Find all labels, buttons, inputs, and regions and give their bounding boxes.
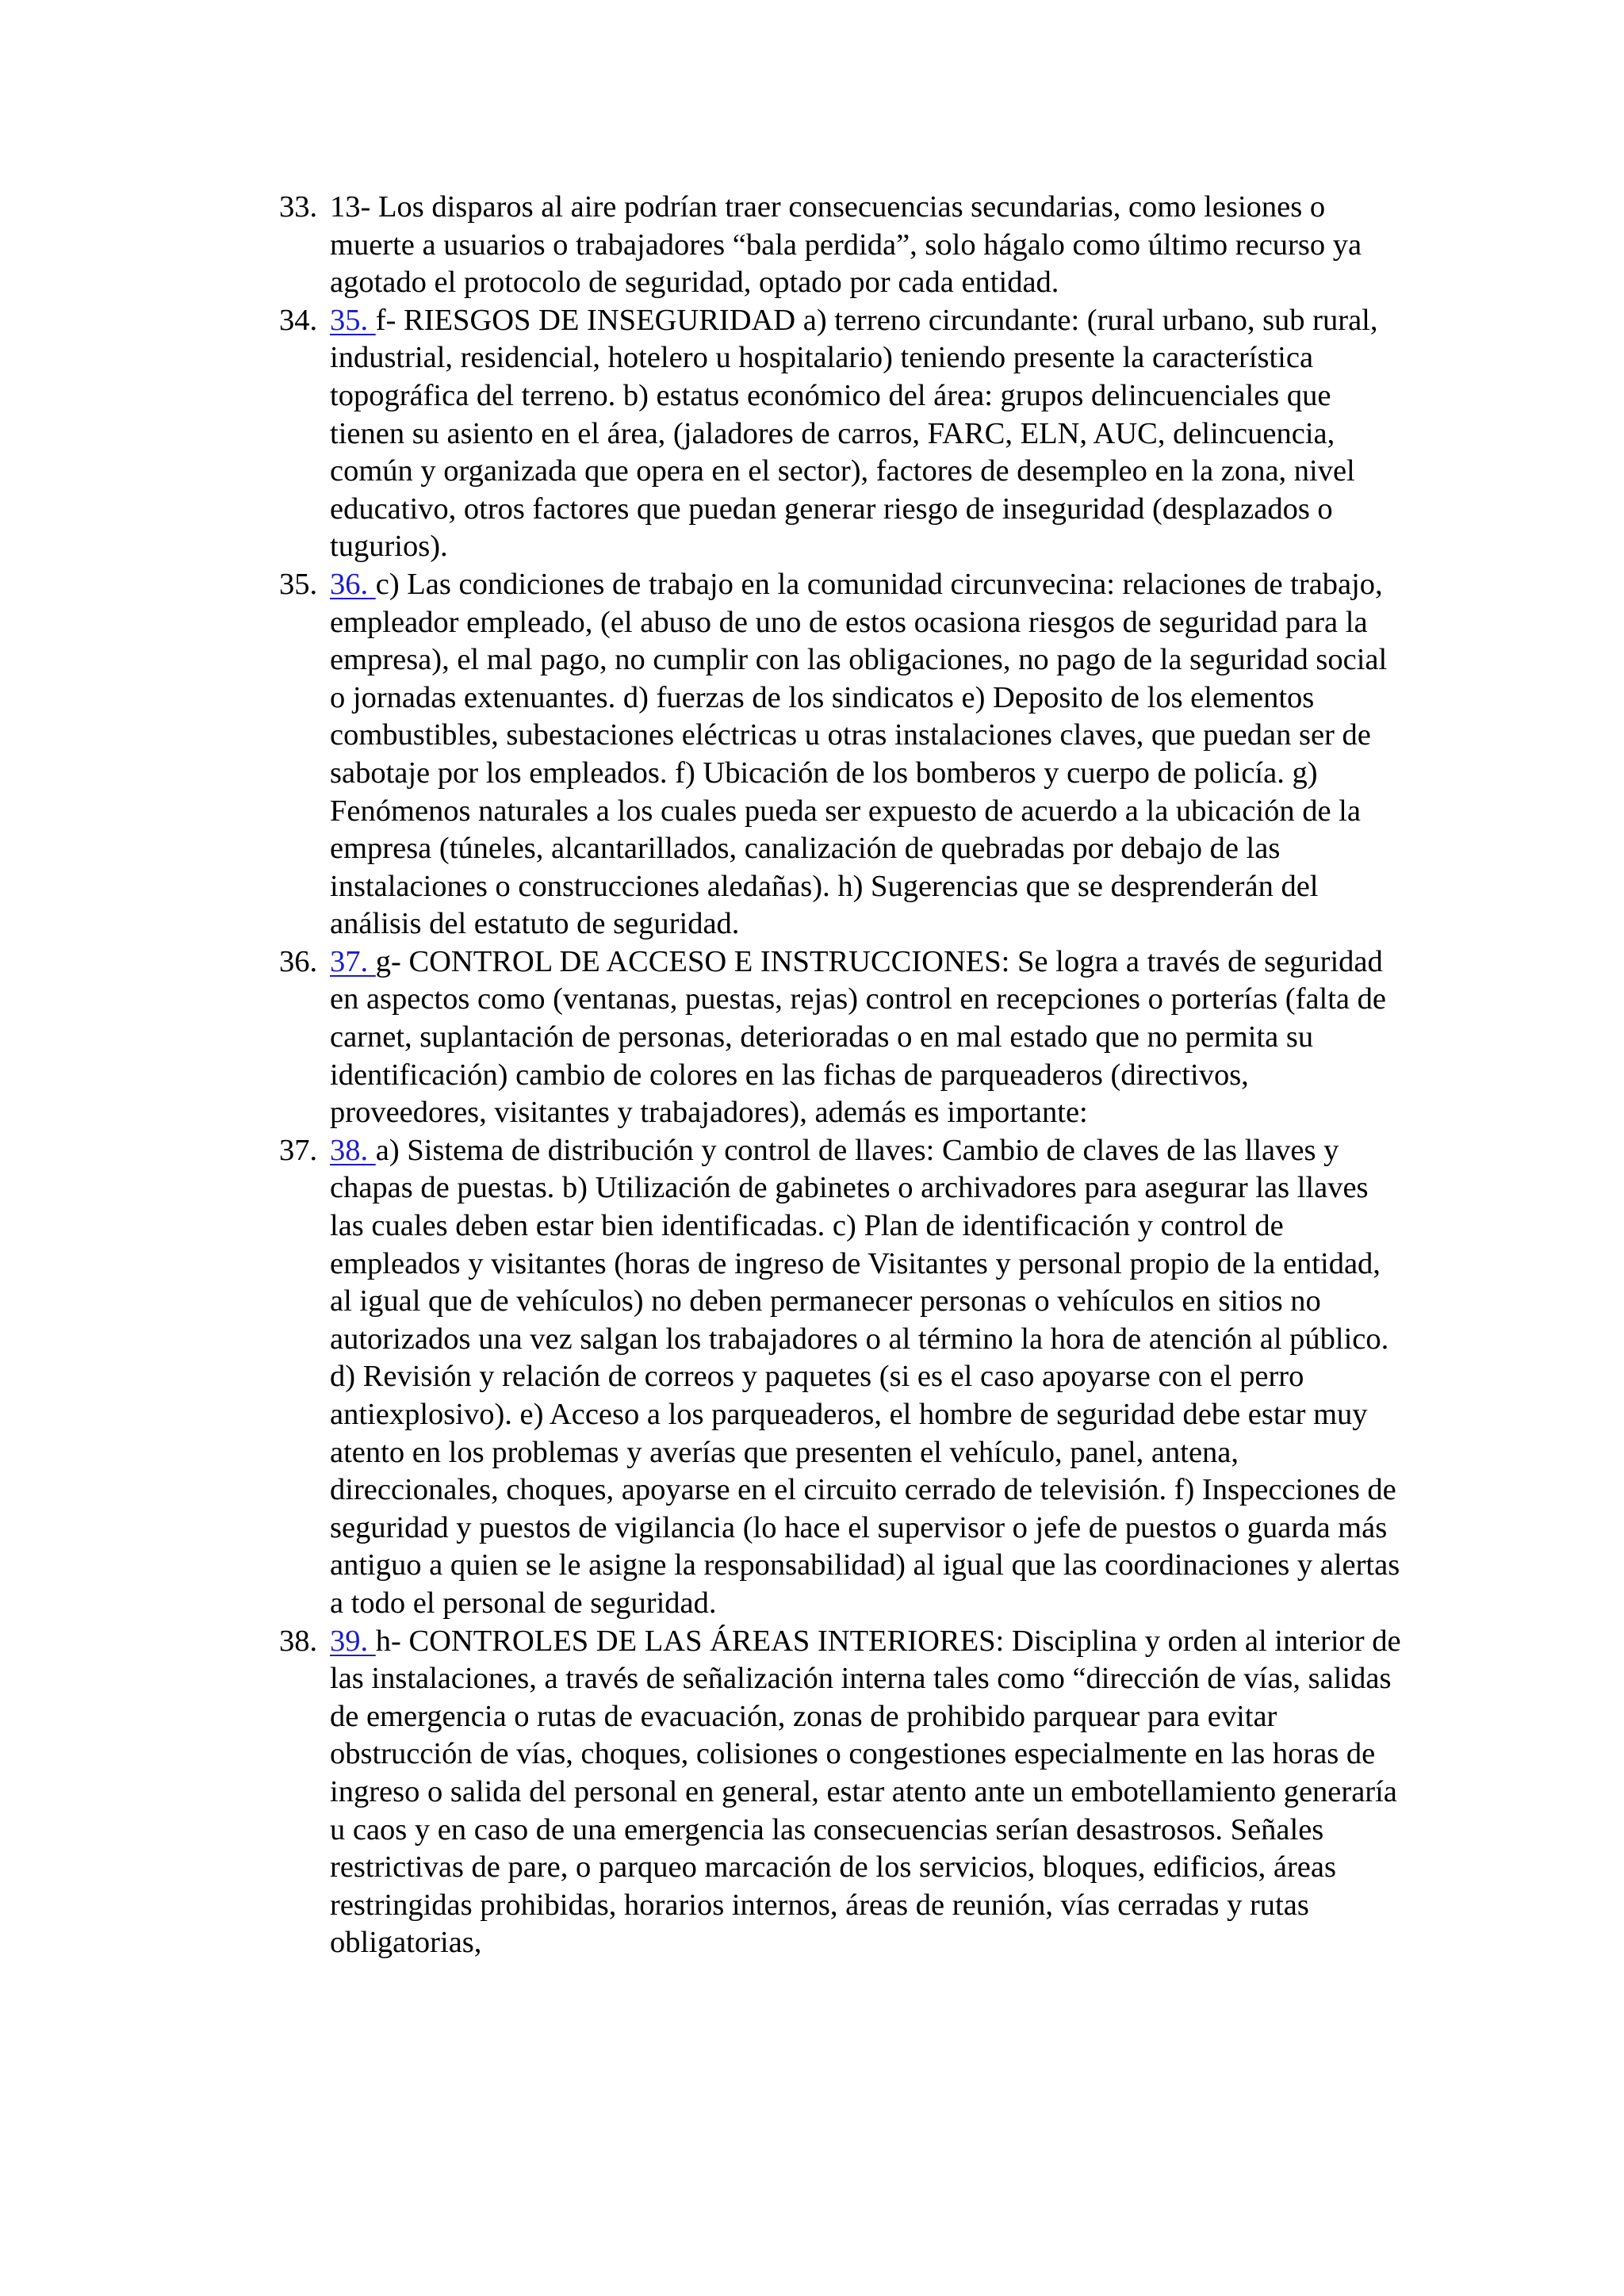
item-number: 36.	[279, 944, 318, 978]
reference-link-36[interactable]: 36.	[330, 567, 376, 601]
list-item-37	[279, 1132, 1405, 1623]
item-body: h- CONTROLES DE LAS ÁREAS INTERIORES: Disciplina y orden al interior de las instalaciones, a través de señalización interna tales como “dirección de vías, salidas de emergencia o rutas de evacuación, zonas de prohibido parquear para evitar obstrucción de vías, choques, colisiones o congestiones especialmente en las horas de ingreso o salida del personal en general, estar atento ante un embotellamiento generaría u caos y en caso de una emergencia las consecuencias serían desastrosos. Señales restrictivas de pare, o parqueo marcación de los servicios, bloques, edificios, áreas restringidas prohibidas, horarios internos, áreas de reunión, vías cerradas y rutas obligatorias,	[330, 1624, 1401, 1960]
item-number: 33.	[279, 190, 318, 224]
item-body: c) Las condiciones de trabajo en la comunidad circunvecina: relaciones de trabajo, empleador empleado, (el abuso de uno de estos ocasiona riesgos de seguridad para la empresa), el mal pago, no cumplir con las obligaciones, no pago de la seguridad social o jornadas extenuantes. d) fuerzas de los sindicatos e) Deposito de los elementos combustibles, subestaciones eléctricas u otras instalaciones claves, que puedan ser de sabotaje por los empleados. f) Ubicación de los bomberos y cuerpo de policía. g) Fenómenos naturales a los cuales pueda ser expuesto de acuerdo a la ubicación de la empresa (túneles, alcantarillados, canalización de quebradas por debajo de las instalaciones o construcciones aledañas). h) Sugerencias que se desprenderán del análisis del estatuto de seguridad.	[330, 567, 1388, 941]
item-number: 35.	[279, 567, 318, 601]
list-item-33	[279, 189, 1405, 302]
numbered-list	[279, 189, 1405, 1962]
item-number: 34.	[279, 303, 318, 337]
item-number: 37.	[279, 1133, 318, 1167]
item-text	[330, 1132, 1405, 1623]
item-body: 13- Los disparos al aire podrían traer consecuencias secundarias, como lesiones o muerte a usuarios o trabajadores “bala perdida”, solo hágalo como último recurso ya agotado el protocolo de seguridad, optado por cada entidad.	[330, 190, 1362, 300]
item-text	[330, 189, 1405, 302]
item-text	[330, 1623, 1405, 1962]
reference-link-35[interactable]: 35.	[330, 303, 376, 337]
item-text	[330, 302, 1405, 566]
reference-link-38[interactable]: 38.	[330, 1133, 376, 1167]
item-number: 38.	[279, 1624, 318, 1658]
item-body: a) Sistema de distribución y control de llaves: Cambio de claves de las llaves y chapas de puestas. b) Utilización de gabinetes o archivadores para asegurar las llaves las cuales deben estar bien identificadas. c) Plan de identificación y control de empleados y visitantes (horas de ingreso de Visitantes y personal propio de la entidad, al igual que de vehículos) no deben permanecer personas o vehículos en sitios no autorizados una vez salgan los trabajadores o al término la hora de atención al público. d) Revisión y relación de correos y paquetes (si es el caso apoyarse con el perro antiexplosivo). e) Acceso a los parqueaderos, el hombre de seguridad debe estar muy atento en los problemas y averías que presenten el vehículo, panel, antena, direccionales, choques, apoyarse en el circuito cerrado de televisión. f) Inspecciones de seguridad y puestos de vigilancia (lo hace el supervisor o jefe de puestos o guarda más antiguo a quien se le asigne la responsabilidad) al igual que las coordinaciones y alertas a todo el personal de seguridad.	[330, 1133, 1400, 1620]
list-item-36	[279, 943, 1405, 1132]
reference-link-37[interactable]: 37.	[330, 944, 376, 978]
list-item-34	[279, 302, 1405, 566]
item-text	[330, 566, 1405, 943]
item-body: g- CONTROL DE ACCESO E INSTRUCCIONES: Se logra a través de seguridad en aspectos como (ventanas, puestas, rejas) control en recepciones o porterías (falta de carnet, suplantación de personas, deterioradas o en mal estado que no permita su identificación) cambio de colores en las fichas de parqueaderos (directivos, proveedores, visitantes y trabajadores), además es importante:	[330, 944, 1386, 1130]
item-text	[330, 943, 1405, 1132]
item-body: f- RIESGOS DE INSEGURIDAD a) terreno circundante: (rural urbano, sub rural, industrial, residencial, hotelero u hospitalario) teniendo presente la característica topográfica del terreno. b) estatus económico del área: grupos delincuenciales que tienen su asiento en el área, (jaladores de carros, FARC, ELN, AUC, delincuencia, común y organizada que opera en el sector), factores de desempleo en la zona, nivel educativo, otros factores que puedan generar riesgo de inseguridad (desplazados o tugurios).	[330, 303, 1378, 564]
reference-link-39[interactable]: 39.	[330, 1624, 376, 1658]
list-item-35	[279, 566, 1405, 943]
list-item-38	[279, 1623, 1405, 1962]
